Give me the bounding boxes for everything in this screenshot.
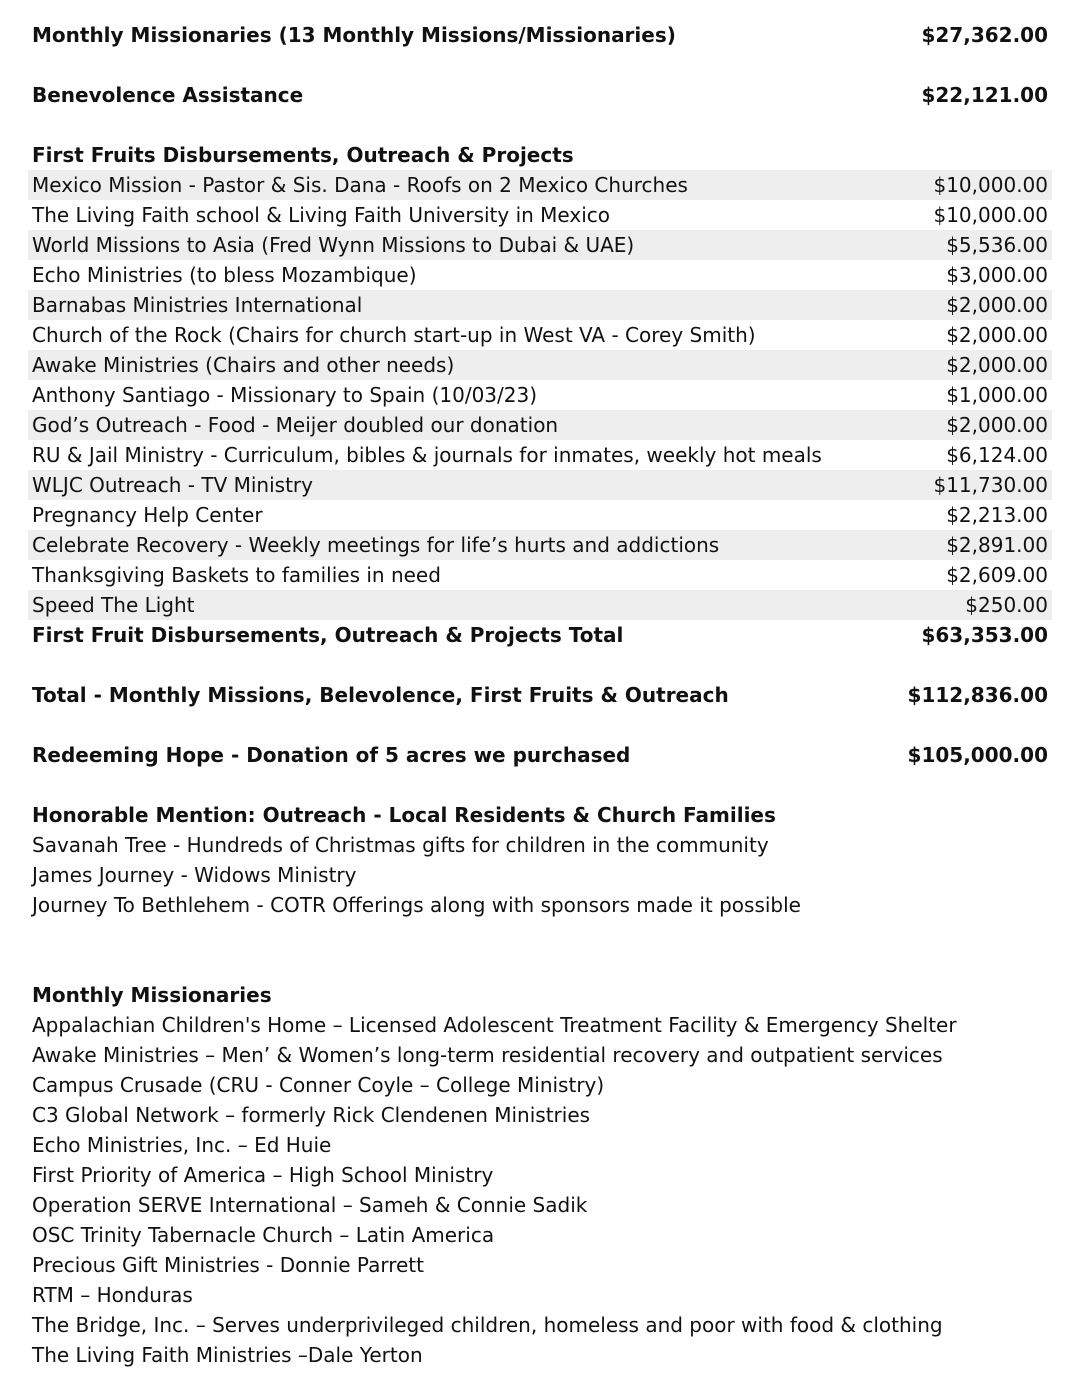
list-item: OSC Trinity Tabernacle Church – Latin America [32, 1223, 495, 1247]
row-label: Speed The Light [32, 593, 195, 617]
table-row [28, 290, 1052, 320]
first-fruits-table [28, 170, 1052, 620]
row-amount: $105,000.00 [907, 743, 1048, 767]
table-row [28, 320, 1052, 350]
list-item: First Priority of America – High School Ministry [32, 1163, 494, 1187]
row-amount: $2,000.00 [946, 323, 1048, 347]
row-label: WLJC Outreach - TV Ministry [32, 473, 313, 497]
table-row [28, 440, 1052, 470]
row-amount: $22,121.00 [921, 83, 1048, 107]
list-item: The Living Faith Ministries –Dale Yerton [32, 1343, 423, 1367]
row-amount: $11,730.00 [933, 473, 1048, 497]
honorable-mention-heading: Honorable Mention: Outreach - Local Residents & Church Families [32, 803, 776, 827]
table-row [28, 230, 1052, 260]
table-row [28, 200, 1052, 230]
row-amount: $2,609.00 [946, 563, 1048, 587]
row-amount: $27,362.00 [921, 23, 1048, 47]
list-item: Appalachian Children's Home – Licensed Adolescent Treatment Facility & Emergency Shelter [32, 1013, 957, 1037]
row-label: World Missions to Asia (Fred Wynn Missions to Dubai & UAE) [32, 233, 635, 257]
list-item: Campus Crusade (CRU - Conner Coyle – College Ministry) [32, 1073, 605, 1097]
summary-row-benevolence [28, 80, 1052, 110]
row-amount: $5,536.00 [946, 233, 1048, 257]
row-label: RU & Jail Ministry - Curriculum, bibles & journals for inmates, weekly hot meals [32, 443, 822, 467]
redeeming-hope-row [28, 740, 1052, 770]
list-item: James Journey - Widows Ministry [32, 863, 357, 887]
table-row [28, 530, 1052, 560]
list-item: Journey To Bethlehem - COTR Offerings along with sponsors made it possible [32, 893, 801, 917]
row-label: Pregnancy Help Center [32, 503, 263, 527]
row-label: Thanksgiving Baskets to families in need [32, 563, 441, 587]
table-row [28, 470, 1052, 500]
grand-total-row [28, 680, 1052, 710]
summary-row-monthly-missionaries [28, 20, 1052, 50]
list-item: RTM – Honduras [32, 1283, 193, 1307]
row-label: Total - Monthly Missions, Belevolence, First Fruits & Outreach [32, 683, 729, 707]
list-item: Echo Ministries, Inc. – Ed Huie [32, 1133, 332, 1157]
row-amount: $112,836.00 [907, 683, 1048, 707]
list-item: Operation SERVE International – Sameh & Connie Sadik [32, 1193, 588, 1217]
row-amount: $6,124.00 [946, 443, 1048, 467]
row-amount: $3,000.00 [946, 263, 1048, 287]
row-amount: $2,000.00 [946, 353, 1048, 377]
list-item: Precious Gift Ministries - Donnie Parrett [32, 1253, 424, 1277]
row-amount: $2,000.00 [946, 293, 1048, 317]
row-amount: $250.00 [965, 593, 1048, 617]
table-row [28, 590, 1052, 620]
row-amount: $2,213.00 [946, 503, 1048, 527]
monthly-missionaries-list [28, 1010, 1052, 1370]
row-amount: $63,353.00 [921, 623, 1048, 647]
list-item: Savanah Tree - Hundreds of Christmas gifts for children in the community [32, 833, 769, 857]
row-label: Redeeming Hope - Donation of 5 acres we purchased [32, 743, 631, 767]
row-label: First Fruit Disbursements, Outreach & Projects Total [32, 623, 624, 647]
row-label: Benevolence Assistance [32, 83, 304, 107]
row-amount: $1,000.00 [946, 383, 1048, 407]
table-row [28, 260, 1052, 290]
row-label: Celebrate Recovery - Weekly meetings for life’s hurts and addictions [32, 533, 720, 557]
honorable-mention-list [28, 830, 1052, 920]
table-row [28, 380, 1052, 410]
monthly-missionaries-heading: Monthly Missionaries [32, 983, 272, 1007]
row-label: Awake Ministries (Chairs and other needs) [32, 353, 455, 377]
document-page [28, 20, 1052, 1370]
first-fruits-total-row [28, 620, 1052, 650]
row-label: God’s Outreach - Food - Meijer doubled our donation [32, 413, 559, 437]
table-row [28, 560, 1052, 590]
list-item: C3 Global Network – formerly Rick Clendenen Ministries [32, 1103, 591, 1127]
row-amount: $2,000.00 [946, 413, 1048, 437]
row-label: Monthly Missionaries (13 Monthly Missions/Missionaries) [32, 23, 676, 47]
row-label: Anthony Santiago - Missionary to Spain (10/03/23) [32, 383, 538, 407]
table-row [28, 170, 1052, 200]
row-label: Church of the Rock (Chairs for church start-up in West VA - Corey Smith) [32, 323, 756, 347]
table-row [28, 500, 1052, 530]
row-amount: $10,000.00 [933, 173, 1048, 197]
table-row [28, 350, 1052, 380]
list-item: The Bridge, Inc. – Serves underprivileged children, homeless and poor with food & clothing [32, 1313, 943, 1337]
row-label: Echo Ministries (to bless Mozambique) [32, 263, 417, 287]
first-fruits-heading: First Fruits Disbursements, Outreach & Projects [32, 143, 574, 167]
table-row [28, 410, 1052, 440]
row-amount: $10,000.00 [933, 203, 1048, 227]
list-item: Awake Ministries – Men’ & Women’s long-term residential recovery and outpatient services [32, 1043, 943, 1067]
row-label: Barnabas Ministries International [32, 293, 363, 317]
row-label: The Living Faith school & Living Faith University in Mexico [32, 203, 611, 227]
row-label: Mexico Mission - Pastor & Sis. Dana - Roofs on 2 Mexico Churches [32, 173, 688, 197]
row-amount: $2,891.00 [946, 533, 1048, 557]
